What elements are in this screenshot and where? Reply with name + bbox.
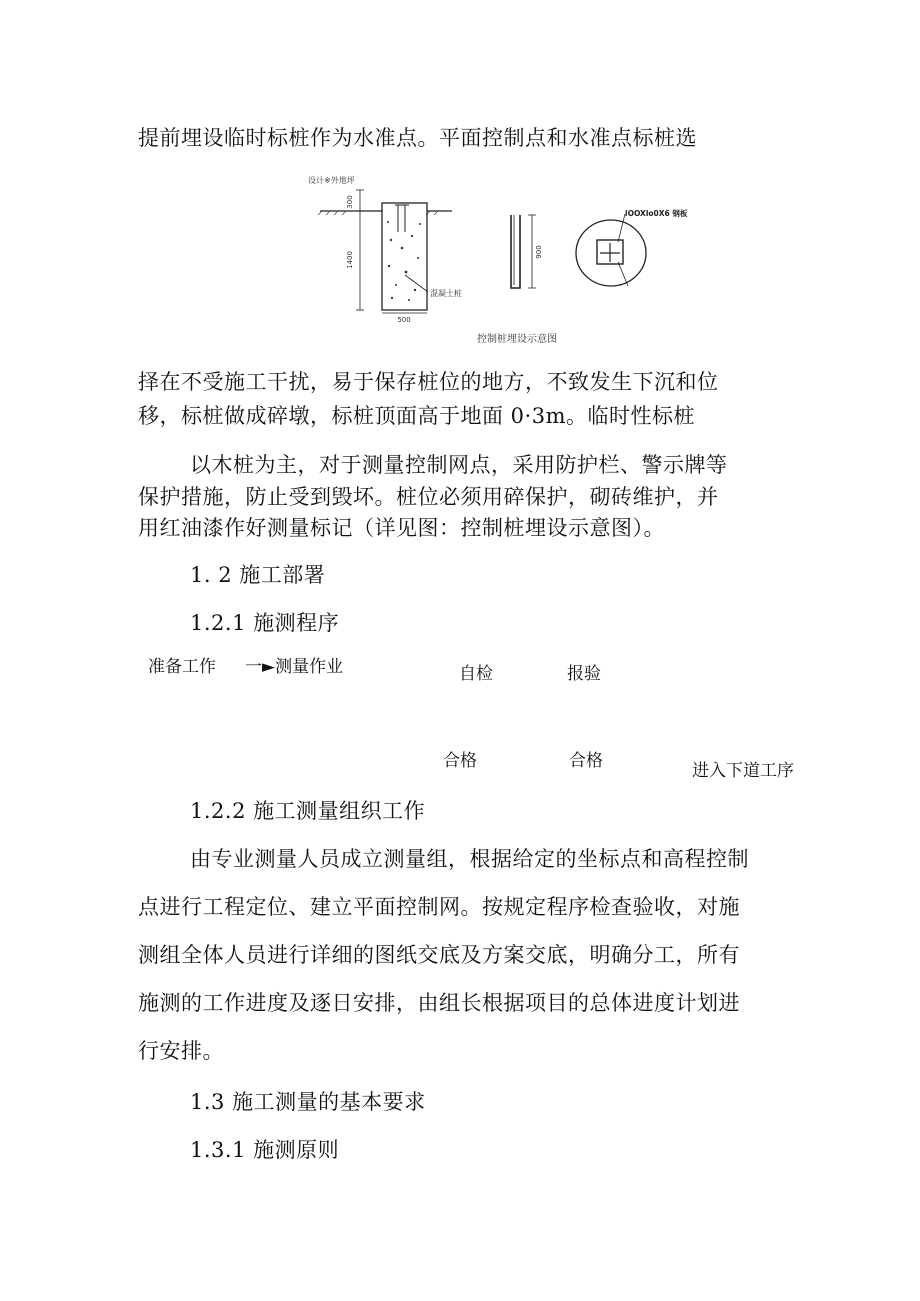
ground-level-label: 设计※外地坪	[308, 176, 355, 185]
subsection-heading: 1.3.1 施测原则	[190, 1138, 340, 1162]
section-heading: 1.3 施工测量的基本要求	[190, 1090, 426, 1114]
body-text-line: 保护措施，防止受到毁坏。桩位必须用碎保护，砌砖维护，并	[138, 485, 719, 509]
control-pile-diagram	[0, 0, 920, 360]
body-text-line: 以木桩为主，对于测量控制网点，采用防护栏、警示牌等	[190, 453, 728, 477]
dimension-label: 300	[346, 195, 354, 209]
flow-step-self-check: 自检	[459, 664, 493, 684]
body-text-line: 测组全体人员进行详细的图纸交底及方案交底，明确分工，所有	[138, 943, 740, 967]
flow-step-prepare: 准备工作	[148, 657, 216, 677]
body-text-line: 提前埋设临时标桩作为水准点。平面控制点和水准点标桩选	[138, 126, 697, 150]
body-text-line: 施测的工作进度及逐日安排，由组长根据项目的总体进度计划进	[138, 991, 740, 1015]
flow-step-measure: 一►测量作业	[245, 657, 344, 677]
dimension-label: 900	[535, 245, 543, 259]
flow-pass-label: 合格	[569, 751, 603, 771]
pile-label: 混凝土桩	[430, 289, 462, 298]
body-text-line: 择在不受施工干扰，易于保存桩位的地方，不致发生下沉和位	[138, 370, 719, 394]
flow-pass-label: 合格	[443, 751, 477, 771]
section-heading: 1. 2 施工部署	[190, 563, 326, 587]
flow-step-next: 进入下道工序	[692, 761, 794, 781]
dimension-label: 1400	[346, 251, 354, 269]
flow-step-report: 报验	[567, 664, 601, 684]
body-text-line: 由专业测量人员成立测量组，根据给定的坐标点和高程控制	[190, 847, 749, 871]
subsection-heading: 1.2.1 施测程序	[190, 611, 340, 635]
figure-caption: 控制桩埋设示意图	[477, 334, 557, 345]
body-text-line: 行安排。	[138, 1039, 224, 1063]
dimension-label: 500	[397, 316, 411, 324]
body-text-line: 点进行工程定位、建立平面控制网。按规定程序检查验收，对施	[138, 895, 740, 919]
body-text-line: 用红油漆作好测量标记（详见图：控制桩埋设示意图）。	[138, 516, 665, 540]
steel-plate-label: lOOXlo0X6 钢板	[625, 209, 688, 218]
body-text-line: 移，标桩做成碎墩，标桩顶面高于地面 0·3m。临时性标桩	[138, 404, 695, 428]
subsection-heading: 1.2.2 施工测量组织工作	[190, 799, 426, 823]
